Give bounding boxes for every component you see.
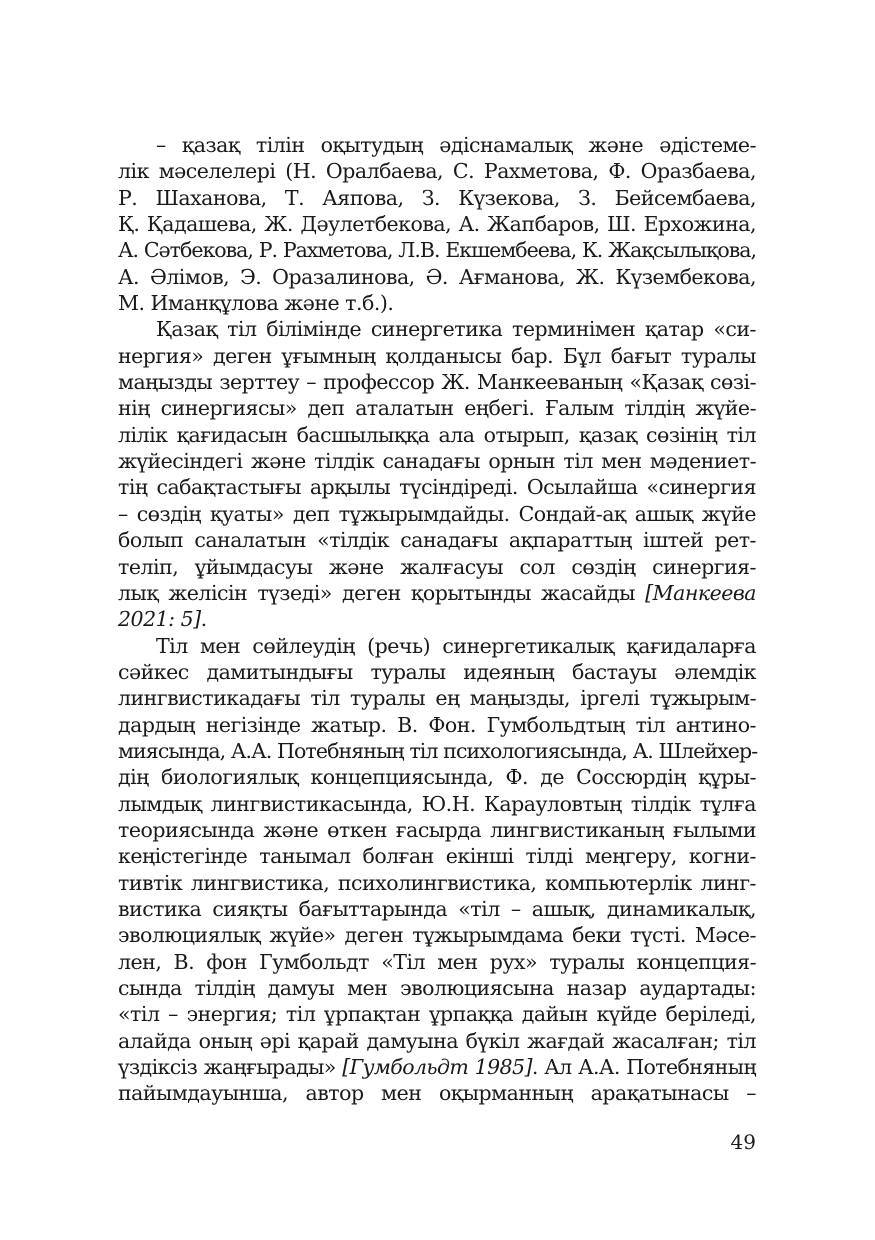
text-line: – қазақ тілін оқытудың әдіснамалық және әдістеме- xyxy=(156,133,756,157)
text-line: М. Иманқұлова және т.б.). xyxy=(118,291,394,316)
citation: [Гумбольдт 1985] xyxy=(342,1055,532,1080)
text-line: теліп, ұйымдасуы және жалғасуы сол сөздің синергия- xyxy=(118,554,756,579)
text-line: сәйкес дамитындығы туралы идеяның бастауы әлемдік xyxy=(118,659,756,684)
text-line: Р. Шаханова, Т. Аяпова, З. Күзекова, З. Бейсембаева, xyxy=(118,185,756,210)
text-line: дардың негізінде жатыр. В. Фон. Гумбольдтың тіл антино- xyxy=(118,712,756,737)
text-line: лік мәселелері (Н. Оралбаева, С. Рахметова, Ф. Оразбаева, xyxy=(118,159,756,184)
text-line: лілік қағидасын басшылыққа ала отырып, қазақ сөзінің тіл xyxy=(118,422,756,447)
text-line: кеңістегінде танымал болған екінші тілді меңгеру, когни- xyxy=(118,844,756,869)
citation: [Манкеева xyxy=(645,580,756,605)
text-line: лингвистикадағы тіл туралы ең маңызды, іргелі тұжырым- xyxy=(118,686,756,711)
text-line: лық желісін түзеді» деген қорытынды жасайды [Манкеева xyxy=(118,580,756,605)
text-line: маңызды зерттеу – профессор Ж. Манкееваның «Қазақ сөзі- xyxy=(118,370,756,395)
text-line: Тіл мен сөйлеудің (речь) синергетикалық қағидаларға xyxy=(156,633,756,658)
text-line: «тіл – энергия; тіл ұрпақтан ұрпаққа дайын күйде беріледі, xyxy=(118,1002,756,1027)
text-line: нің синергиясы» деп аталатын еңбегі. Ғалым тілдің жүйе- xyxy=(118,396,756,421)
text-line: жүйесіндегі және тілдік санадағы орнын тіл мен мәдениет- xyxy=(118,449,756,474)
text-line: теориясында және өткен ғасырда лингвистиканың ғылыми xyxy=(118,817,756,842)
text-line: нергия» деген ұғымның қолданысы бар. Бұл бағыт туралы xyxy=(118,343,756,368)
text-line: 2021: 5]. xyxy=(118,607,207,632)
text-line: дің биологиялық концепциясында, Ф. де Соссюрдің құры- xyxy=(118,765,756,790)
text-line: тивтік лингвистика, психолингвистика, компьютерлік линг- xyxy=(118,870,756,895)
text-line: – сөздің қуаты» деп тұжырымдайды. Сондай-ақ ашық жүйе xyxy=(118,501,756,526)
text-line: алайда оның әрі қарай дамуына бүкіл жағдай жасалған; тіл xyxy=(118,1028,756,1053)
text-line: тің сабақтастығы арқылы түсіндіреді. Осылайша «синергия xyxy=(118,475,756,500)
text-line: эволюциялық жүйе» деген тұжырымдама беки түсті. Мәсе- xyxy=(118,923,756,948)
text-line: Қазақ тіл білімінде синергетика терминімен қатар «си- xyxy=(156,317,756,342)
text-line: сында тілдің дамуы мен эволюциясына назар аудартады: xyxy=(118,976,756,1000)
text-line: А. Әлімов, Э. Оразалинова, Ә. Ағманова, Ж. Күзембекова, xyxy=(118,264,756,289)
text-line: болып саналатын «тілдік санадағы ақпараттың іштей рет- xyxy=(118,528,756,553)
citation: 2021: 5] xyxy=(118,607,201,632)
page-number: 49 xyxy=(730,1130,756,1154)
text-line: вистика сияқты бағыттарында «тіл – ашық, динамикалық, xyxy=(118,896,756,921)
text-line: лымдық лингвистикасында, Ю.Н. Карауловтың тілдік тұлға xyxy=(118,791,756,816)
text-line: Қ. Қадашева, Ж. Дәулетбекова, А. Жапбаров, Ш. Ерхожина, xyxy=(118,212,756,237)
page-body xyxy=(118,132,756,1107)
text-line: пайымдауынша, автор мен оқырманның арақатынасы – xyxy=(118,1081,756,1106)
text-line: үздіксіз жаңғырады» [Гумбольдт 1985]. Ал А.А. Потебняның xyxy=(118,1055,756,1080)
text-line: миясында, А.А. Потебняның тіл психологиясында, А. Шлейхер- xyxy=(118,738,758,763)
text-line: А. Сәтбекова, Р. Рахметова, Л.В. Екшембеева, К. Жақсылықова, xyxy=(118,238,756,263)
text-line: лен, В. фон Гумбольдт «Тіл мен рух» туралы концепция- xyxy=(118,949,756,974)
